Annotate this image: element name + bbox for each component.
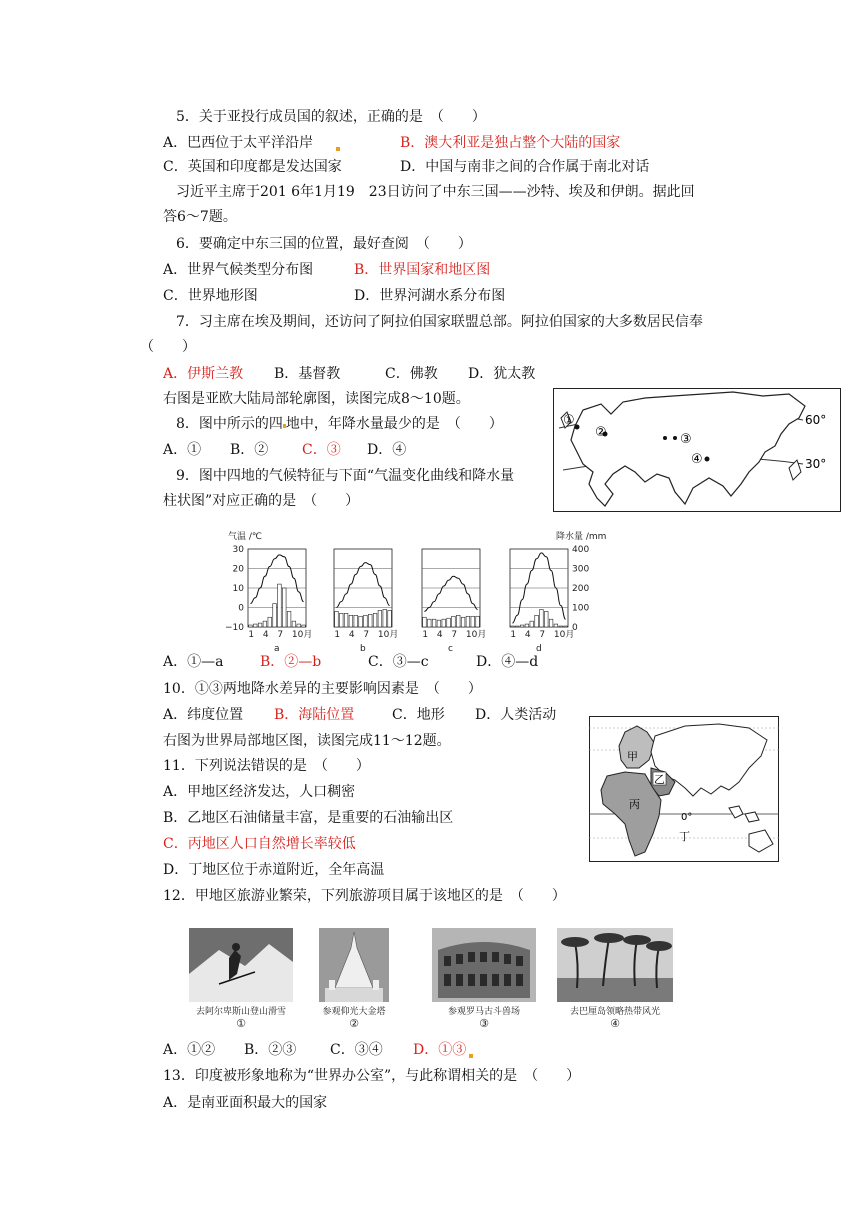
precip-bar-a-3 [258,623,262,627]
q10-option-a[interactable]: A．纬度位置 [163,707,244,723]
climate-charts [222,527,628,657]
q10-stem: 10．①③两地降水差异的主要影响因素是 （ ） [163,681,482,697]
precip-bar-a-8 [282,588,286,627]
q9-option-b[interactable]: B．②—b [260,654,322,670]
q12-option-a[interactable]: A．①② [163,1042,216,1058]
precip-bar-a-4 [263,621,267,627]
precip-bar-a-7 [278,584,282,627]
q11-option-a[interactable]: A．甲地区经济发达，人口稠密 [163,784,356,800]
q7-option-a[interactable]: A．伊斯兰教 [163,366,244,382]
climate-panel-b [334,549,398,654]
q8-option-a[interactable]: A．① [163,442,202,458]
precip-bar-b-2 [339,613,343,627]
precip-bar-c-7 [452,616,456,627]
x-tick-a-2: 7 [277,630,284,640]
precip-bar-c-1 [423,617,427,627]
marker-1-label: ① [563,413,575,428]
q10-option-b[interactable]: B．海陆位置 [274,707,355,723]
precip-bar-a-6 [273,604,277,627]
q12-option-c[interactable]: C．③④ [330,1042,383,1058]
orange-dot-mark-2 [469,1040,473,1060]
photo-4-num: ④ [610,1017,620,1030]
eurasia-outline-map [553,388,841,512]
precip-bar-d-2 [515,626,519,627]
temp-tick-4: −10 [225,623,244,633]
precip-bar-b-11 [383,609,387,627]
marker-3-dot [673,436,677,440]
panel-label-a: a [274,644,280,654]
precip-bar-d-5 [530,621,534,627]
intro-6-7-line2: 答6～7题。 [163,209,237,225]
x-tick-b-0: 1 [334,630,341,640]
skiing-photo [189,928,293,1002]
x-tick-a-0: 1 [248,630,255,640]
q6-option-d[interactable]: D．世界河湖水系分布图 [354,288,506,304]
temp-tick-1: 20 [232,564,244,575]
precip-bar-d-12 [564,626,568,627]
precip-tick-2: 200 [572,584,590,594]
label-bing: 丙 [629,798,640,811]
temp-tick-0: 30 [232,545,244,555]
q13-stem: 13．印度被形象地称为“世界办公室”，与此称谓相关的是 （ ） [163,1068,581,1084]
q10-option-d[interactable]: D．人类活动 [475,707,557,723]
precip-bar-b-5 [354,615,358,627]
golden-pagoda-photo [319,928,389,1002]
precip-bar-b-9 [373,613,377,627]
precip-tick-4: 0 [572,623,578,633]
q8-stem: 8．图中所示的四 地中，年降水量最少的是 （ ） [176,416,503,432]
precip-bar-c-10 [466,616,470,627]
colosseum-photo [432,928,536,1002]
world-region-map [589,716,779,862]
photo-2-caption: 参观仰光大金塔 [322,1007,386,1017]
x-tick-c-0: 1 [422,630,429,640]
q7-option-d[interactable]: D．犹太教 [468,366,536,382]
q12-option-d[interactable]: D．①③ [413,1042,467,1058]
q6-stem: 6．要确定中东三国的位置，最好查阅 （ ） [176,236,472,252]
x-tick-a-1: 4 [262,630,269,640]
lat-30-label: 30° [805,457,827,471]
precip-bar-d-8 [544,611,548,627]
q5-option-b[interactable]: B．澳大利亚是独占整个大陆的国家 [400,135,621,151]
climate-panel-d [510,549,574,654]
panel-label-b: b [360,644,366,654]
precip-bar-d-6 [535,615,539,627]
q7-stem-line2: （ ） [140,339,196,355]
photo-3-num: ③ [479,1017,489,1030]
marker-1-dot [575,425,580,430]
photo-1-caption: 去阿尔卑斯山登山滑雪 [195,1007,286,1017]
precip-bar-c-3 [432,619,436,627]
precip-bar-c-9 [461,617,465,627]
q8-option-b[interactable]: B．② [230,442,269,458]
climate-panel-a [248,549,312,654]
photo-2-num: ② [349,1017,359,1030]
x-tick-b-2: 7 [363,630,370,640]
x-tick-d-3: 10月 [553,630,575,640]
precip-bar-a-1 [249,625,253,627]
equator-label: 0° [681,812,693,823]
q5-option-c[interactable]: C．英国和印度都是发达国家 [163,159,342,175]
precip-bar-c-2 [427,619,431,627]
precip-bar-c-6 [447,618,451,627]
precip-bar-b-12 [388,610,392,627]
q7-option-b[interactable]: B．基督教 [274,366,341,382]
precip-tick-labels [572,545,589,633]
x-tick-c-1: 4 [436,630,443,640]
x-tick-d-1: 4 [524,630,531,640]
lat-60-label: 60° [805,413,827,427]
x-tick-c-2: 7 [451,630,458,640]
intro-6-7-line1: 习近平主席于201 6年1月19 23日访问了中东三国——沙特、埃及和伊朗。据此回 [176,184,695,200]
photo-1-num: ① [236,1017,246,1030]
precip-tick-1: 300 [572,564,590,575]
precip-bar-a-11 [297,624,301,627]
photo-1 [189,928,293,1030]
precip-bar-b-7 [364,615,368,627]
photo-4-caption: 去巴厘岛领略热带风光 [569,1007,660,1017]
q10-option-c[interactable]: C．地形 [392,707,445,723]
precip-bar-d-3 [520,625,524,627]
precip-bar-a-2 [253,624,257,627]
x-tick-d-0: 1 [510,630,517,640]
q11-stem: 11．下列说法错误的是 （ ） [163,758,370,774]
precip-bar-a-12 [302,625,306,627]
photo-2 [319,928,389,1030]
temp-tick-3: 0 [238,603,244,614]
intro-8-10: 右图是亚欧大陆局部轮廓图，读图完成8～10题。 [163,391,470,407]
temp-axis-label: 气温 /℃ [228,532,263,542]
photo-3-caption: 参观罗马古斗兽场 [447,1007,520,1017]
precip-bar-c-12 [476,616,480,627]
precip-bar-b-3 [344,613,348,627]
q6-option-a[interactable]: A．世界气候类型分布图 [163,262,314,278]
q6-option-b[interactable]: B．世界国家和地区图 [354,262,491,278]
precip-bar-b-10 [378,610,382,627]
label-yi: 乙 [654,773,665,786]
temp-tick-labels [225,545,244,633]
q9-stem-line1: 9．图中四地的气候特征与下面“气温变化曲线和降水量 [176,468,515,484]
q9-option-c[interactable]: C．③—c [368,654,429,670]
q8-option-d[interactable]: D．④ [367,442,407,458]
marker-3-label: ③ [680,432,692,447]
marker-4-dot [705,457,710,462]
precip-bar-a-9 [287,611,291,627]
precip-tick-3: 100 [572,603,590,614]
panel-label-d: d [536,644,542,654]
precip-bar-d-11 [559,626,563,627]
precip-bar-b-8 [368,614,372,627]
precip-bar-d-10 [554,624,558,627]
photo-4 [557,928,673,1030]
precip-bar-c-4 [437,620,441,627]
precip-bar-d-9 [549,619,553,627]
panel-label-c: c [448,644,453,654]
precip-bar-c-8 [456,615,460,627]
x-tick-a-3: 10月 [291,630,313,640]
climate-panel-c [422,549,486,654]
q7-stem-line1: 7．习主席在埃及期间，还访问了阿拉伯国家联盟总部。阿拉伯国家的大多数居民信奉 [176,314,703,330]
precip-bar-a-5 [268,617,272,627]
orange-dot-mark [336,133,340,153]
x-tick-c-3: 10月 [465,630,487,640]
precip-bar-c-5 [442,619,446,627]
q11-option-d[interactable]: D．丁地区位于赤道附近，全年高温 [163,862,385,878]
marker-4-label: ④ [691,452,703,467]
precip-bar-b-4 [349,615,353,627]
precip-bar-d-7 [540,609,544,627]
q5-option-a[interactable]: A．巴西位于太平洋沿岸 [163,135,314,151]
precip-tick-0: 400 [572,545,590,555]
q5-stem: 5．关于亚投行成员国的叙述，正确的是 （ ） [176,109,486,125]
precip-bar-b-6 [359,616,363,627]
q12-stem: 12．甲地区旅游业繁荣，下列旅游项目属于该地区的是 （ ） [163,888,566,904]
photo-3 [432,928,536,1030]
q7-option-c[interactable]: C．佛教 [385,366,438,382]
precip-bar-c-11 [471,616,475,627]
x-tick-b-3: 10月 [377,630,399,640]
label-ding: 丁 [679,830,690,843]
q13-option-a[interactable]: A．是南亚面积最大的国家 [163,1095,328,1111]
precip-bar-a-10 [292,621,296,627]
q9-option-d[interactable]: D．④—d [476,654,539,670]
precip-axis-label: 降水量 /mm [556,532,607,542]
q5-option-d[interactable]: D．中国与南非之间的合作属于南北对话 [400,159,650,175]
q9-stem-line2: 柱状图”对应正确的是 （ ） [163,493,360,509]
precip-bar-d-4 [525,624,529,627]
q12-option-b[interactable]: B．②③ [244,1042,297,1058]
marker-2-label: ② [595,425,607,440]
label-jia: 甲 [627,750,638,763]
intro-11-12: 右图为世界局部地区图，读图完成11～12题。 [163,733,451,749]
temp-tick-2: 10 [232,584,244,594]
precip-bar-b-1 [335,611,339,627]
q8-option-c[interactable]: C．③ [302,442,341,458]
bali-tropical-photo [557,928,673,1002]
x-tick-b-1: 4 [348,630,355,640]
q9-option-a[interactable]: A．①—a [163,654,224,670]
q11-option-b[interactable]: B．乙地区石油储量丰富，是重要的石油输出区 [163,810,454,826]
q11-option-c[interactable]: C．丙地区人口自然增长率较低 [163,836,356,852]
q6-option-c[interactable]: C．世界地形图 [163,288,258,304]
x-tick-d-2: 7 [539,630,546,640]
precip-bar-d-1 [511,626,515,627]
